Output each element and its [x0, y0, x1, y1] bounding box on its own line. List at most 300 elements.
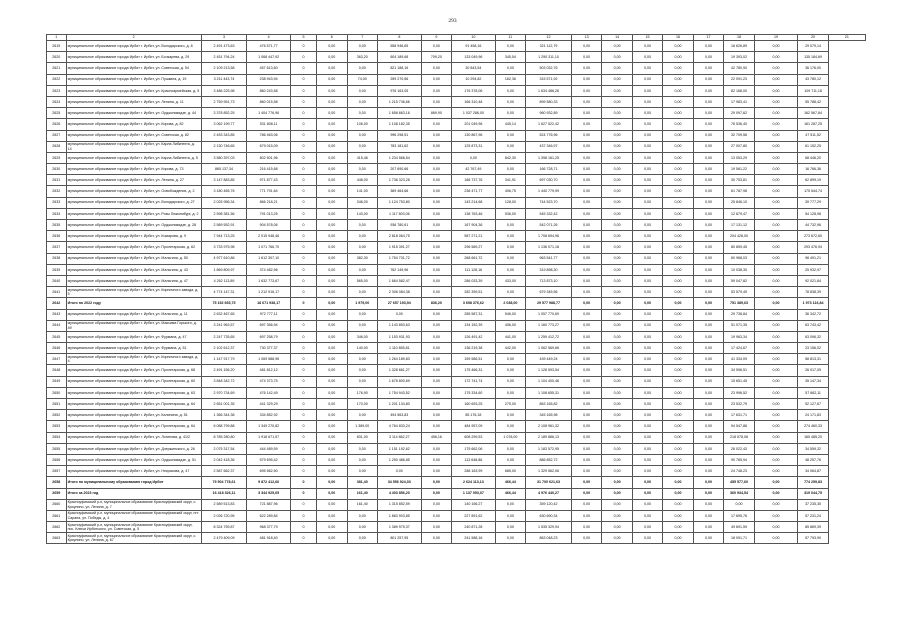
- value-cell: 1 979,00: [347, 298, 377, 309]
- value-cell: 140,00: [347, 343, 377, 354]
- value-cell: 0,00: [693, 242, 723, 253]
- table-row: [47, 432, 866, 443]
- value-cell: 0,00: [693, 275, 723, 286]
- value-cell: 0,00: [632, 432, 662, 443]
- value-cell: 3 580 397,03: [201, 152, 247, 163]
- value-cell: 175 544,74: [798, 186, 828, 197]
- value-cell: 0,00: [693, 63, 723, 74]
- table-row: [47, 52, 866, 63]
- value-cell: 1 062 569,66: [526, 343, 572, 354]
- value-cell: 0,00: [602, 522, 632, 533]
- value-cell: 697 258,79: [247, 331, 291, 342]
- value-cell: 0,00: [693, 510, 723, 521]
- value-cell: 0,00: [421, 175, 451, 186]
- address-cell: муниципальное образование города Ирбит г. Ирбит, ул. Ленина, д. 11: [66, 96, 201, 107]
- value-cell: 29 577 988,77: [526, 298, 572, 309]
- value-cell: 0,00: [632, 96, 662, 107]
- value-cell: 0,00: [571, 63, 601, 74]
- value-cell: 0,00: [754, 499, 798, 510]
- value-cell: 143,00: [347, 208, 377, 219]
- value-cell: 0,00: [421, 264, 451, 275]
- value-cell: 6 088 799,88: [201, 421, 247, 432]
- value-cell: 0,00: [754, 52, 798, 63]
- value-cell: 0,00: [754, 141, 798, 152]
- value-cell: 2 130 746,65: [201, 141, 247, 152]
- value-cell: 0,00: [421, 499, 451, 510]
- row-number: 2620: [47, 52, 67, 63]
- value-cell: 0,00: [754, 220, 798, 231]
- value-cell: 0,00: [754, 477, 798, 488]
- value-cell: 0,00: [602, 499, 632, 510]
- value-cell: 1 863 903,85: [378, 510, 422, 521]
- value-cell: 0,00: [693, 376, 723, 387]
- value-cell: 0,00: [602, 63, 632, 74]
- value-cell: 0,00: [421, 331, 451, 342]
- value-cell: 162 567,84: [798, 108, 828, 119]
- value-cell: 0,00: [495, 242, 525, 253]
- value-cell: 1 754 731,72: [378, 253, 422, 264]
- value-cell: 0,00: [495, 387, 525, 398]
- value-cell: 0,00: [754, 63, 798, 74]
- value-cell: 0,00: [632, 52, 662, 63]
- value-cell: 842,30: [495, 152, 525, 163]
- value-cell: 0,00: [571, 454, 601, 465]
- value-cell: 0,00: [495, 63, 525, 74]
- row-number: 2652: [47, 410, 67, 421]
- value-cell: 1 068 447,92: [247, 52, 291, 63]
- value-cell: 0,00: [754, 264, 798, 275]
- value-cell: 0: [290, 130, 316, 141]
- row-number: 2642: [47, 298, 67, 309]
- value-cell: 1 110 855,81: [378, 343, 422, 354]
- value-cell: 286 033,39: [452, 275, 496, 286]
- address-cell: муниципальное образование города Ирбит г. Ирбит, ул. Фурмана, д. 47: [66, 331, 201, 342]
- value-cell: 0,00: [317, 231, 347, 242]
- value-cell: 0,00: [571, 399, 601, 410]
- value-cell: 0,00: [693, 309, 723, 320]
- value-cell: 457 613,60: [247, 63, 291, 74]
- value-cell: 1 612 307,10: [247, 253, 291, 264]
- value-cell: 1 634 486,26: [526, 85, 572, 96]
- value-cell: 41 334,09: [724, 354, 754, 365]
- column-header: 2: [66, 35, 201, 41]
- value-cell: 0,00: [571, 432, 601, 443]
- row-number: 2647: [47, 354, 67, 365]
- value-cell: 0: [290, 208, 316, 219]
- table-row: [47, 443, 866, 454]
- value-cell: 166 310,48: [452, 96, 496, 107]
- address-cell: муниципальное образование города Ирбит г. Ирбит, ул. Кирова, д. 73: [66, 164, 201, 175]
- value-cell: 0,00: [495, 510, 525, 521]
- value-cell: 0,00: [421, 197, 451, 208]
- value-cell: 204 428,00: [724, 231, 754, 242]
- value-cell: 3 147 883,85: [201, 175, 247, 186]
- value-cell: 3 733 975,98: [201, 242, 247, 253]
- value-cell: 1 389,00: [347, 421, 377, 432]
- value-cell: 445,14: [495, 119, 525, 130]
- value-cell: 0: [290, 499, 316, 510]
- value-cell: 0,00: [317, 175, 347, 186]
- value-cell: 0,00: [571, 74, 601, 85]
- value-cell: 374 482,96: [247, 264, 291, 275]
- value-cell: 709,20: [421, 52, 451, 63]
- value-cell: 1 108 655,31: [526, 387, 572, 398]
- value-cell: 10 038,30: [724, 264, 754, 275]
- address-cell: муниципальное образование города Ирбит г. Ирбит, ул. Советская, д. 82: [66, 130, 201, 141]
- value-cell: 0,00: [495, 354, 525, 365]
- value-cell: 968 377,79: [247, 522, 291, 533]
- value-cell: 0,00: [571, 331, 601, 342]
- address-cell: муниципальное образование города Ирбит г. Ирбит, ул. Кирпичного завода, д. 4: [66, 354, 201, 365]
- value-cell: 0,00: [347, 108, 377, 119]
- value-cell: 0,00: [693, 343, 723, 354]
- value-cell: 1 128 593,54: [526, 365, 572, 376]
- value-cell: 0,00: [632, 510, 662, 521]
- value-cell: 0,00: [317, 298, 347, 309]
- value-cell: 63 096,32: [798, 331, 828, 342]
- value-cell: 0,00: [317, 264, 347, 275]
- address-cell: муниципальное образование города Ирбит г. Ирбит, ул. Дзержинского, д. 26: [66, 443, 201, 454]
- value-cell: 0,00: [571, 287, 601, 298]
- value-cell: 0,00: [693, 231, 723, 242]
- value-cell: 0,00: [378, 309, 422, 320]
- value-cell: 159 586,51: [452, 354, 496, 365]
- value-cell: 679 015,09: [247, 141, 291, 152]
- value-cell: 0,00: [693, 253, 723, 264]
- value-cell: 0,00: [602, 253, 632, 264]
- value-cell: 886 852,72: [526, 454, 572, 465]
- table-body: [47, 41, 866, 544]
- value-cell: 608 299,53: [452, 432, 496, 443]
- value-cell: 0,00: [421, 253, 451, 264]
- column-header: 1: [47, 35, 67, 41]
- value-cell: 0,00: [693, 522, 723, 533]
- value-cell: 2 015 948,46: [247, 231, 291, 242]
- column-header: 8: [378, 35, 422, 41]
- value-cell: 16 418 326,11: [201, 488, 247, 499]
- value-cell: 140 156,27: [452, 499, 496, 510]
- value-cell: 865 137,34: [201, 164, 247, 175]
- value-cell: 0,00: [754, 119, 798, 130]
- value-cell: 579 695,42: [247, 454, 291, 465]
- value-cell: 32 709,56: [724, 130, 754, 141]
- value-cell: 476 571,77: [247, 41, 291, 52]
- value-cell: 27 007,80: [724, 141, 754, 152]
- value-cell: 0,00: [571, 242, 601, 253]
- address-cell: муниципальное образование города Ирбит г. Ирбит, ул. Пролетарская, д. 64: [66, 421, 201, 432]
- value-cell: 0,00: [602, 197, 632, 208]
- row-number: 2646: [47, 343, 67, 354]
- address-cell: муниципальное образование города Ирбит г. Ирбит, ул. Орджоникидзе, д. 44: [66, 108, 201, 119]
- value-cell: 1 264 189,83: [378, 354, 422, 365]
- table-row: [47, 141, 866, 152]
- column-header: 17: [693, 35, 723, 41]
- value-cell: 0,00: [602, 175, 632, 186]
- value-cell: 0,00: [317, 499, 347, 510]
- value-cell: 4 262 113,89: [201, 275, 247, 286]
- value-cell: 0,00: [317, 376, 347, 387]
- value-cell: 0,00: [421, 354, 451, 365]
- value-cell: 3 241 963,57: [201, 320, 247, 331]
- value-cell: 0,00: [602, 320, 632, 331]
- value-cell: 57 662,11: [798, 387, 828, 398]
- value-cell: 0,00: [754, 242, 798, 253]
- value-cell: 207 690,66: [378, 164, 422, 175]
- table-row: [47, 387, 866, 398]
- value-cell: 23 532,79: [724, 399, 754, 410]
- value-cell: 0,00: [754, 175, 798, 186]
- value-cell: 0,00: [693, 298, 723, 309]
- value-cell: 0,00: [602, 331, 632, 342]
- value-cell: 0,00: [421, 522, 451, 533]
- value-cell: 0,00: [317, 410, 347, 421]
- value-cell: 0,00: [602, 264, 632, 275]
- value-cell: 546,00: [495, 309, 525, 320]
- value-cell: 0,00: [632, 208, 662, 219]
- value-cell: 0,00: [693, 186, 723, 197]
- value-cell: 136 219,38: [452, 343, 496, 354]
- value-cell: 0,00: [663, 466, 693, 477]
- address-cell: муниципальное образование города Ирбит г. Ирбит, ул. Мальгина, д. 47: [66, 275, 201, 286]
- value-cell: 0,00: [693, 141, 723, 152]
- value-cell: 762 149,96: [378, 264, 422, 275]
- table-row: [47, 309, 866, 320]
- row-number: 2661: [47, 510, 67, 521]
- value-cell: 0,00: [663, 365, 693, 376]
- value-cell: 0,00: [693, 108, 723, 119]
- value-cell: 0,00: [602, 287, 632, 298]
- value-cell: 0,00: [663, 432, 693, 443]
- address-cell: Красноуфимский р-н, муниципальное образование Красноуфимский округ, пос. Ключи Ирбитского, ул. Советская, д. 5: [66, 522, 201, 533]
- value-cell: 91 458,16: [452, 41, 496, 52]
- value-cell: 0,00: [632, 298, 662, 309]
- value-cell: 0: [290, 197, 316, 208]
- value-cell: 51 071,35: [724, 320, 754, 331]
- value-cell: 4 976 440,27: [526, 488, 572, 499]
- row-number: 2628: [47, 141, 67, 152]
- value-cell: 216 415,68: [247, 164, 291, 175]
- value-cell: 474 373,75: [247, 376, 291, 387]
- value-cell: 0,00: [317, 85, 347, 96]
- value-cell: 0,00: [693, 387, 723, 398]
- value-cell: 175 466,31: [452, 365, 496, 376]
- value-cell: 0,00: [571, 488, 601, 499]
- row-number: 2631: [47, 175, 67, 186]
- column-header: 5: [290, 35, 316, 41]
- value-cell: 1 143 853,63: [378, 320, 422, 331]
- value-cell: 1 104 400,46: [526, 376, 572, 387]
- address-cell: муниципальное образование города Ирбит г. Ирбит, ул. Мальгина, д. 50: [66, 253, 201, 264]
- value-cell: 3 114 862,27: [378, 432, 422, 443]
- value-cell: 0: [290, 365, 316, 376]
- value-cell: 0,00: [693, 287, 723, 298]
- value-cell: 0,00: [632, 399, 662, 410]
- value-cell: 273 672,60: [798, 231, 828, 242]
- value-cell: 774 259,83: [798, 477, 828, 488]
- value-cell: 259 270,56: [378, 74, 422, 85]
- value-cell: 0,00: [347, 354, 377, 365]
- value-cell: 2 306 084,38: [378, 287, 422, 298]
- value-cell: 0,00: [421, 141, 451, 152]
- value-cell: 0,00: [347, 365, 377, 376]
- value-cell: 160 693,25: [452, 399, 496, 410]
- address-cell: муниципальное образование города Ирбит г. Ирбит, ул. Логинова, д. 41/2: [66, 432, 201, 443]
- value-cell: 0,00: [602, 231, 632, 242]
- value-cell: 18 671 938,17: [247, 298, 291, 309]
- address-cell: Итого по 2022 году: [66, 298, 201, 309]
- value-cell: 441 329,29: [247, 399, 291, 410]
- value-cell: 1 328 661,27: [378, 365, 422, 376]
- value-cell: 0,00: [602, 309, 632, 320]
- value-cell: 0,00: [632, 41, 662, 52]
- value-cell: 976 163,05: [378, 85, 422, 96]
- address-cell: Итого по муниципальному образованию город Ирбит: [66, 477, 201, 488]
- value-cell: 0,00: [602, 141, 632, 152]
- address-cell: Красноуфимский р-н, муниципальное образование Красноуфимский округ, пгт. Сарана, ул. Победы, д. 4: [66, 510, 201, 521]
- value-cell: 0,00: [602, 365, 632, 376]
- address-cell: муниципальное образование города Ирбит г. Ирбит, ул. Мальгина, д. 11: [66, 309, 201, 320]
- value-cell: 0,00: [421, 287, 451, 298]
- value-cell: 26 022,43: [724, 443, 754, 454]
- value-cell: 1 658 663,16: [378, 108, 422, 119]
- value-cell: 0: [290, 231, 316, 242]
- value-cell: 0,00: [632, 533, 662, 544]
- value-cell: 0: [290, 96, 316, 107]
- value-cell: 0,00: [347, 443, 377, 454]
- value-cell: 0,00: [693, 454, 723, 465]
- value-cell: 439 449,24: [526, 354, 572, 365]
- value-cell: 2 759 951,73: [201, 96, 247, 107]
- value-cell: 0: [290, 298, 316, 309]
- value-cell: 0,00: [317, 488, 347, 499]
- value-cell: 0: [290, 376, 316, 387]
- value-cell: 0,00: [347, 376, 377, 387]
- value-cell: 0,00: [693, 152, 723, 163]
- value-cell: 0,00: [602, 242, 632, 253]
- value-cell: 0,00: [571, 175, 601, 186]
- value-cell: 1 389 975,37: [378, 522, 422, 533]
- row-number: 2648: [47, 365, 67, 376]
- value-cell: 2 247 735,65: [201, 331, 247, 342]
- value-cell: 0,00: [317, 399, 347, 410]
- column-header: 10: [452, 35, 496, 41]
- address-cell: муниципальное образование города Ирбит г. Ирбит, ул. Орджоникидзе, д. 51: [66, 454, 201, 465]
- value-cell: 442,00: [495, 343, 525, 354]
- address-cell: муниципальное образование города Ирбит г. Ирбит, ул. Красноармейская, д. 5: [66, 85, 201, 96]
- value-cell: 433,00: [495, 275, 525, 286]
- value-cell: 0,00: [421, 74, 451, 85]
- value-cell: 0,00: [754, 399, 798, 410]
- value-cell: 1 754 943,52: [378, 387, 422, 398]
- address-cell: муниципальное образование города Ирбит г. Ирбит, ул. Калинина, д. 51: [66, 410, 201, 421]
- value-cell: 0,00: [632, 522, 662, 533]
- value-cell: 0,00: [317, 510, 347, 521]
- value-cell: 0,00: [347, 522, 377, 533]
- value-cell: 0,00: [347, 264, 377, 275]
- row-number: 2640: [47, 275, 67, 286]
- value-cell: 0,00: [347, 220, 377, 231]
- value-cell: 0,00: [663, 376, 693, 387]
- value-cell: 176 378,06: [452, 85, 496, 96]
- value-cell: 9 872 412,66: [247, 477, 291, 488]
- value-cell: 2 108 961,32: [526, 421, 572, 432]
- value-cell: 274 460,33: [798, 421, 828, 432]
- value-cell: 0,00: [663, 63, 693, 74]
- value-cell: 801 257,95: [378, 533, 422, 544]
- value-cell: 37 235,35: [798, 499, 828, 510]
- value-cell: 0,00: [421, 41, 451, 52]
- value-cell: 685,00: [495, 466, 525, 477]
- value-cell: 802 501,96: [247, 152, 291, 163]
- value-cell: 2 587 662,37: [201, 466, 247, 477]
- table-row: [47, 41, 866, 52]
- value-cell: 35 147,34: [798, 376, 828, 387]
- value-cell: 0,00: [421, 421, 451, 432]
- value-cell: 0,00: [347, 309, 377, 320]
- value-cell: 0,00: [754, 130, 798, 141]
- value-cell: 0,00: [317, 108, 347, 119]
- value-cell: 0,00: [602, 354, 632, 365]
- value-cell: 92 021,84: [798, 275, 828, 286]
- value-cell: 109 711,18: [798, 85, 828, 96]
- value-cell: 0,00: [317, 152, 347, 163]
- value-cell: 0,00: [317, 287, 347, 298]
- value-cell: 2 479 409,09: [201, 533, 247, 544]
- value-cell: 1 201 134,80: [378, 399, 422, 410]
- value-cell: 0,00: [571, 275, 601, 286]
- value-cell: 0,00: [421, 466, 451, 477]
- row-number: 2638: [47, 253, 67, 264]
- value-cell: 972 777,11: [247, 309, 291, 320]
- value-cell: 0,00: [495, 41, 525, 52]
- value-cell: 1 398 161,25: [526, 152, 572, 163]
- value-cell: 1 259 412,72: [526, 331, 572, 342]
- column-header: 19: [754, 35, 798, 41]
- value-cell: 2 102 612,37: [201, 343, 247, 354]
- value-cell: 1 057 770,69: [526, 309, 572, 320]
- value-cell: 0,00: [317, 74, 347, 85]
- value-cell: 437 346,97: [526, 141, 572, 152]
- value-cell: 1 183 572,95: [526, 443, 572, 454]
- value-cell: 0: [290, 354, 316, 365]
- value-cell: 0,00: [693, 533, 723, 544]
- value-cell: 1 069 588,96: [247, 354, 291, 365]
- table-row: [47, 287, 866, 298]
- value-cell: 34 556 924,03: [378, 477, 422, 488]
- value-cell: 960 932,89: [526, 108, 572, 119]
- value-cell: 821 188,16: [378, 63, 422, 74]
- value-cell: 0,00: [693, 421, 723, 432]
- table-row: [47, 410, 866, 421]
- value-cell: 0,00: [754, 522, 798, 533]
- value-cell: 545 332,42: [526, 208, 572, 219]
- value-cell: 0,00: [693, 410, 723, 421]
- value-cell: 288 163,99: [452, 466, 496, 477]
- value-cell: 0,00: [495, 231, 525, 242]
- value-cell: 0,00: [571, 85, 601, 96]
- value-cell: 90 785,94: [724, 454, 754, 465]
- value-cell: 1 973 116,84: [798, 298, 828, 309]
- value-cell: 0,00: [754, 85, 798, 96]
- value-cell: 0,00: [317, 421, 347, 432]
- value-cell: 1 071 766,70: [247, 242, 291, 253]
- row-number: 2649: [47, 376, 67, 387]
- row-number: 2651: [47, 399, 67, 410]
- value-cell: 0,00: [602, 74, 632, 85]
- table-row: [47, 399, 866, 410]
- row-number: 2654: [47, 432, 67, 443]
- value-cell: 0,00: [693, 41, 723, 52]
